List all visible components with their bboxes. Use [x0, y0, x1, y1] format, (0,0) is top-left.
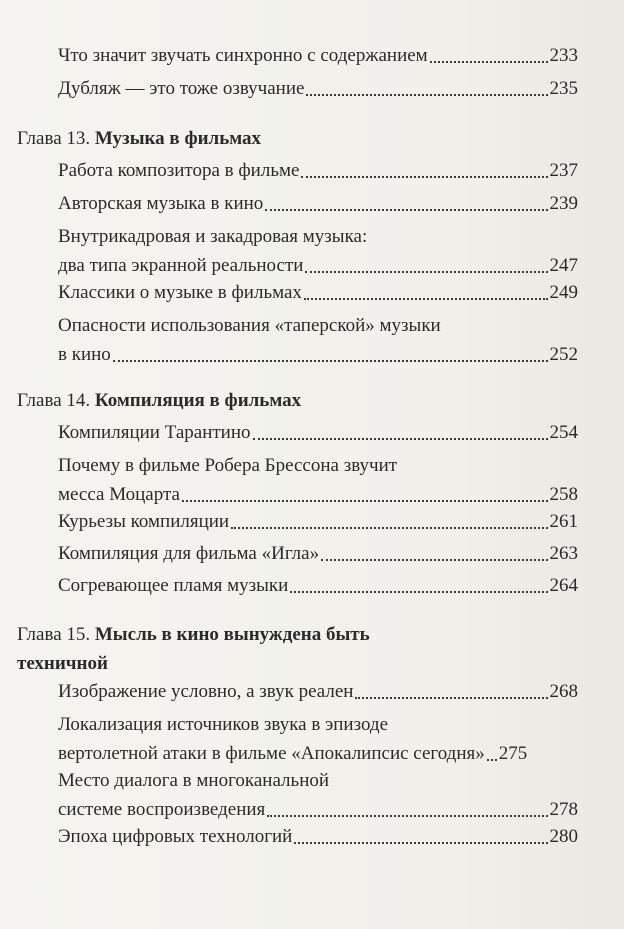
toc-entry — [58, 311, 578, 369]
toc-entry — [58, 571, 578, 600]
dot-leader — [306, 94, 547, 96]
dot-leader — [231, 527, 547, 529]
chapter-heading — [17, 124, 597, 153]
toc-entry-text: системе воспроизведения — [58, 799, 266, 820]
toc-entry-page: 258 — [549, 484, 578, 505]
chapter-label: Глава 13. — [17, 128, 91, 149]
toc-entry-text: вертолетной атаки в фильме «Апокалипсис сегодня» — [58, 743, 485, 764]
toc-entry — [58, 74, 578, 103]
chapter-title: Музыка в фильмах — [94, 128, 262, 149]
toc-entry — [58, 539, 578, 568]
toc-entry — [58, 156, 578, 185]
toc-entry-text: Компиляции Тарантино — [58, 422, 251, 443]
dot-leader — [265, 209, 547, 211]
dot-leader — [430, 61, 548, 63]
toc-entry-text: Курьезы компиляции — [58, 511, 230, 532]
toc-entry-text: Что значит звучать синхронно с содержанием — [58, 45, 428, 66]
toc-entry-text: Эпоха цифровых технологий — [58, 826, 293, 847]
dot-leader — [294, 842, 547, 844]
dot-leader — [301, 176, 547, 178]
toc-entry-text: Опасности использования «таперской» музыки — [58, 315, 441, 336]
toc-entry-text: Компиляция для фильма «Игла» — [58, 543, 320, 564]
dot-leader — [290, 591, 547, 593]
toc-entry — [58, 451, 578, 509]
toc-entry — [58, 507, 578, 536]
dot-leader — [182, 500, 548, 502]
toc-entry-text: в кино — [58, 344, 111, 365]
toc-entry-page: 252 — [549, 344, 578, 365]
dot-leader — [253, 438, 548, 440]
toc-entry-page: 249 — [549, 282, 578, 303]
toc-entry-text: Согревающее пламя музыки — [58, 575, 289, 596]
toc-entry-page: 247 — [549, 255, 578, 276]
toc-entry-text: Локализация источников звука в эпизоде — [58, 714, 389, 735]
chapter-title: Компиляция в фильмах — [94, 390, 302, 411]
dot-leader — [355, 697, 547, 699]
dot-leader — [321, 559, 547, 561]
dot-leader — [304, 298, 548, 300]
toc-entry — [58, 418, 578, 447]
toc-entry — [58, 222, 578, 280]
toc-entry — [58, 766, 578, 824]
toc-entry-page: 268 — [549, 681, 578, 702]
toc-entry-text: Место диалога в многоканальной — [58, 770, 330, 791]
toc-entry-text: два типа экранной реальности — [58, 255, 304, 276]
dot-leader — [267, 815, 547, 817]
toc-entry — [58, 278, 578, 307]
toc-entry-page: 263 — [549, 543, 578, 564]
dot-leader — [487, 759, 497, 761]
toc-entry — [58, 189, 578, 218]
toc-entry-page: 237 — [549, 160, 578, 181]
toc-entry-text: Почему в фильме Робера Брессона звучит — [58, 455, 398, 476]
toc-entry — [58, 822, 578, 851]
toc-entry-page: 239 — [549, 193, 578, 214]
toc-entry-text: Классики о музыке в фильмах — [58, 282, 302, 303]
toc-entry-page: 235 — [549, 78, 578, 99]
toc-entry-text: Дубляж — это тоже озвучание — [58, 78, 305, 99]
chapter-heading — [17, 620, 597, 678]
dot-leader — [305, 271, 547, 273]
toc-entry-text: Внутрикадровая и закадровая музыка: — [58, 226, 368, 247]
toc-entry — [58, 677, 578, 706]
toc-entry-text: Авторская музыка в кино — [58, 193, 264, 214]
chapter-label: Глава 14. — [17, 390, 91, 411]
toc-entry-page: 275 — [498, 743, 528, 764]
chapter-title: Мысль в кино вынуждена быть — [94, 624, 370, 645]
chapter-label: Глава 15. — [17, 624, 91, 645]
toc-entry-page: 261 — [549, 511, 578, 532]
toc-entry-page: 280 — [549, 826, 578, 847]
dot-leader — [113, 360, 548, 362]
toc-entry-text: Изображение условно, а звук реален — [58, 681, 354, 702]
toc-entry-page: 278 — [549, 799, 578, 820]
toc-entry — [58, 41, 578, 70]
toc-entry — [58, 710, 578, 768]
chapter-title: техничной — [17, 653, 108, 674]
toc-entry-text: Работа композитора в фильме — [58, 160, 300, 181]
toc-entry-text: месса Моцарта — [58, 484, 180, 505]
toc-entry-page: 233 — [549, 45, 578, 66]
chapter-heading — [17, 386, 597, 415]
toc-entry-page: 264 — [549, 575, 578, 596]
toc-entry-page: 254 — [549, 422, 578, 443]
